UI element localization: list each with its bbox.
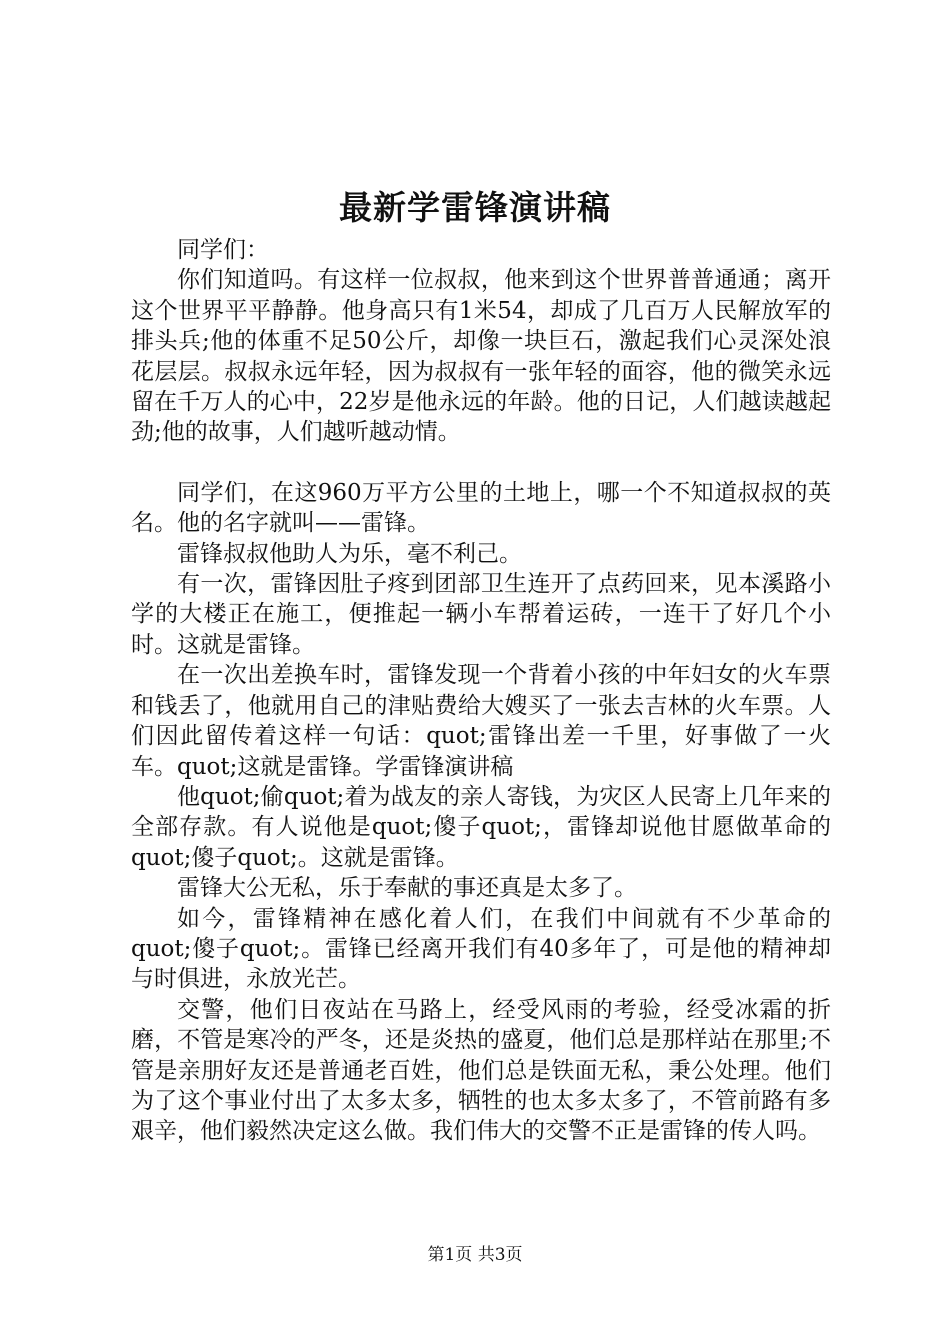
- page-footer: 第1页 共3页: [427, 1245, 523, 1265]
- paragraph: 他quot;偷quot;着为战友的亲人寄钱，为灾区人民寄上几年来的全部存款。有人说他是quot;傻子quot;，雷锋却说他甘愿做革命的quot;傻子quot;。这就是雷锋。: [131, 783, 831, 871]
- paragraph: 在一次出差换车时，雷锋发现一个背着小孩的中年妇女的火车票和钱丢了，他就用自己的津贴费给大嫂买了一张去吉林的火车票。人们因此留传着这样一句话：quot;雷锋出差一千里，好事做了一火车。quot;这就是雷锋。学雷锋演讲稿: [131, 662, 831, 780]
- paragraph: 雷锋叔叔他助人为乐，毫不利己。: [177, 540, 522, 567]
- paragraph: 交警，他们日夜站在马路上，经受风雨的考验，经受冰霜的折磨，不管是寒冷的严冬，还是炎热的盛夏，他们总是那样站在那里;不管是亲朋好友还是普通老百姓，他们总是铁面无私，秉公处理。他们为了这个事业付出了太多太多，牺牲的也太多太多了，不管前路有多艰辛，他们毅然决定这么做。我们伟大的交警不正是雷锋的传人吗。: [131, 996, 831, 1145]
- paragraph: 你们知道吗。有这样一位叔叔，他来到这个世界普普通通；离开这个世界平平静静。他身高只有1米54，却成了几百万人民解放军的排头兵;他的体重不足50公斤，却像一块巨石，激起我们心灵深处浪花层层。叔叔永远年轻，因为叔叔有一张年轻的面容，他的微笑永远留在千万人的心中，22岁是他永远的年龄。他的日记，人们越读越起劲;他的故事，人们越听越动情。: [131, 267, 831, 446]
- paragraph-salutation: 同学们：: [177, 237, 269, 263]
- document-title: 最新学雷锋演讲稿: [339, 188, 611, 227]
- document-body: [131, 235, 831, 1147]
- paragraph: 同学们，在这960万平方公里的土地上，哪一个不知道叔叔的英名。他的名字就叫——雷锋。: [131, 479, 831, 537]
- paragraph: 如今，雷锋精神在感化着人们，在我们中间就有不少革命的quot;傻子quot;。雷锋已经离开我们有40多年了，可是他的精神却与时俱进，永放光芒。: [131, 905, 831, 993]
- paragraph: 雷锋大公无私，乐于奉献的事还真是太多了。: [177, 875, 637, 902]
- paragraph: 有一次，雷锋因肚子疼到团部卫生连开了点药回来，见本溪路小学的大楼正在施工，便推起一辆小车帮着运砖，一连干了好几个小时。这就是雷锋。: [131, 571, 831, 658]
